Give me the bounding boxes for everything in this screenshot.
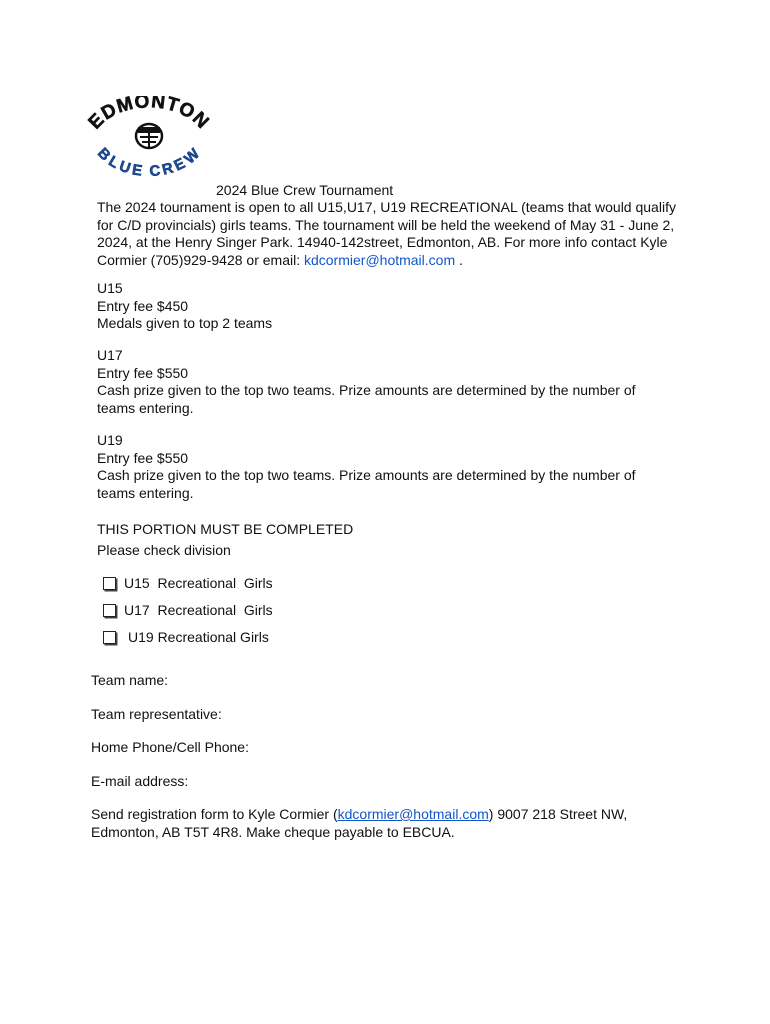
form-heading: THIS PORTION MUST BE COMPLETED [97,521,354,537]
send-before: Send registration form to Kyle Cormier ( [91,806,338,822]
option-label: U19 Recreational Girls [128,629,269,645]
division-name: U17 [97,347,123,363]
phone-field: Home Phone/Cell Phone: [91,739,249,755]
option-u17[interactable] [103,601,273,619]
division-u17 [97,347,657,417]
team-name-field: Team name: [91,672,169,688]
form-section-heading [97,519,353,561]
tournament-title: 2024 Blue Crew Tournament [216,182,394,198]
option-label: U15 Recreational Girls [124,575,273,591]
division-u15 [97,280,272,333]
send-email-link[interactable]: kdcormier@hotmail.com [337,806,489,822]
option-label: U17 Recreational Girls [124,602,273,618]
svg-text:BLUE CREW [94,145,204,180]
option-u19[interactable] [103,628,269,646]
send-after: ) 9007 218 Street NW, Edmonton, AB T5T 4R8. Make cheque payable to EBCUA. [91,806,628,840]
intro-paragraph [97,199,677,269]
entry-fee: Entry fee $550 [97,449,189,466]
team-representative-field: Team representative: [91,706,222,722]
division-name: U19 [97,432,123,448]
checkbox-u17[interactable] [103,604,116,617]
intro-after: . [455,251,463,268]
email-field: E-mail address: [91,773,189,789]
division-name: U15 [97,280,123,296]
form-instruction: Please check division [97,542,231,558]
intro-text: The 2024 tournament is open to all U15,U17, U19 RECREATIONAL (teams that would qualify for C/D provincials) girls teams. The tournament will be held the weekend of May 31 - June 2, 2024, at the Henry Singer Park. 14940-142street, Edmonton, AB. For more info contact Kyle Cormier (705)929-9428 or email: [97,199,676,268]
entry-fee: Entry fee $450 [97,297,189,314]
checkbox-u19[interactable] [103,631,116,644]
logo-bottom-text: BLUE CREW [94,144,204,181]
checkbox-u15[interactable] [103,577,116,590]
prize-text: Cash prize given to the top two teams. Prize amounts are determined by the number of teams entering. [97,382,636,416]
umpire-mask-icon [136,124,162,148]
prize-text: Medals given to top 2 teams [97,315,273,331]
send-instructions [91,806,651,841]
entry-fee: Entry fee $550 [97,364,189,381]
prize-text: Cash prize given to the top two teams. Prize amounts are determined by the number of teams entering. [97,467,636,501]
contact-email-link[interactable]: kdcormier@hotmail.com [303,251,456,268]
edmonton-blue-crew-logo [78,96,218,182]
logo-top-text: EDMONTON [84,96,214,134]
option-u15[interactable] [103,574,273,592]
division-u19 [97,432,657,502]
